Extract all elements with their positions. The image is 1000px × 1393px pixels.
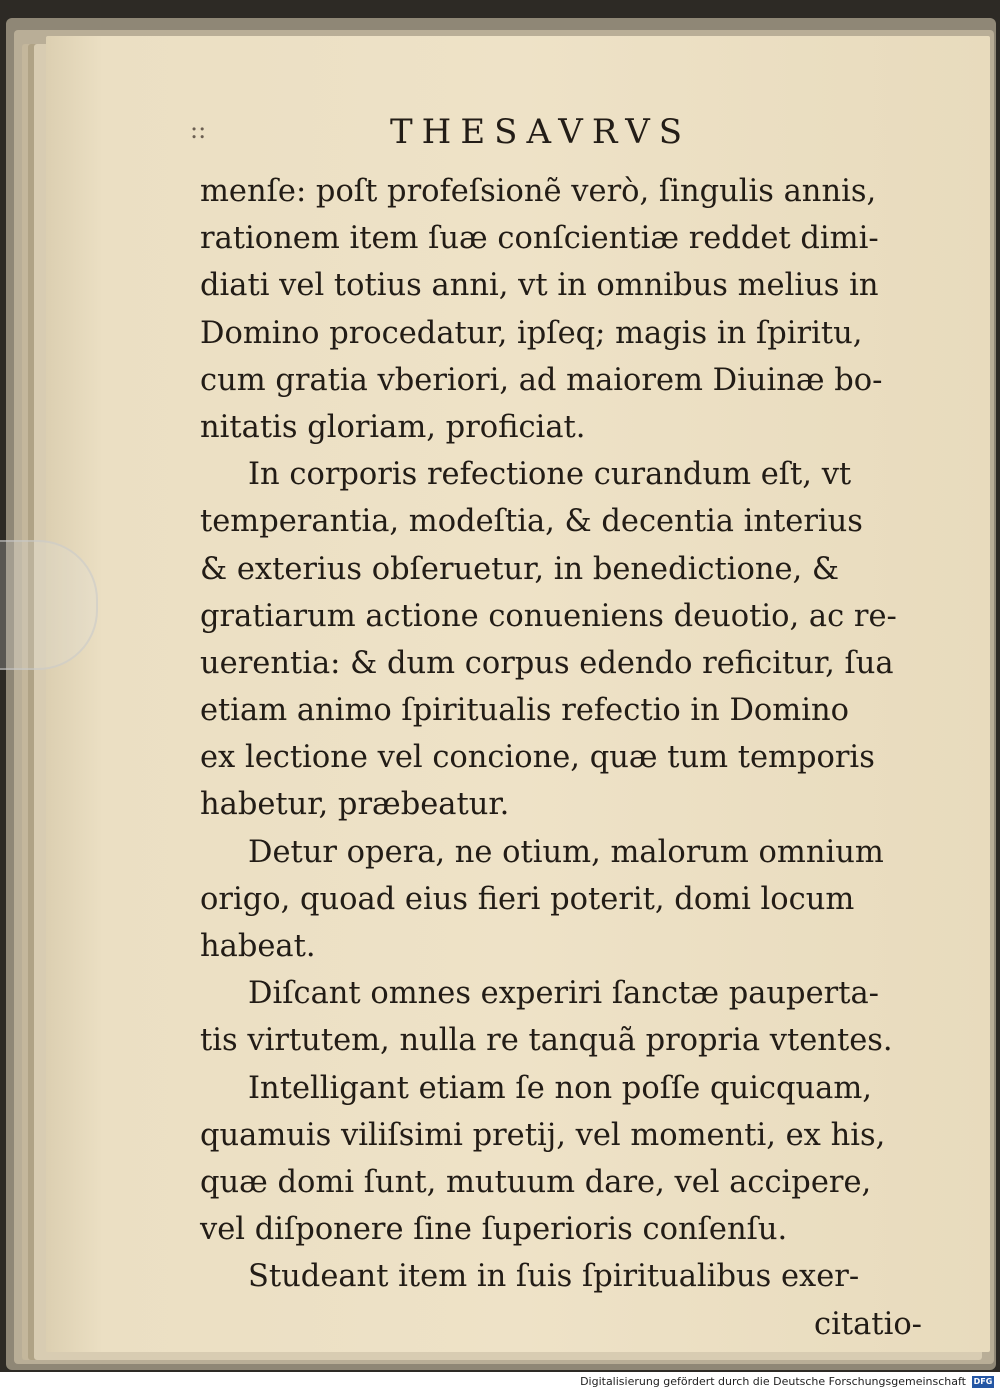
page-marker: ::	[190, 116, 207, 144]
text-line: vel diſponere ſine ſuperioris conſenſu.	[200, 1212, 788, 1248]
text-line: Diſcant omnes experiri ſanctæ pauperta-	[248, 976, 879, 1012]
text-line: Domino procedatur, ipſeq; magis in ſpiritu,	[200, 315, 863, 351]
text-line: etiam animo ſpiritualis refectio in Domino	[200, 693, 849, 729]
text-line: Detur opera, ne otium, malorum omnium	[248, 834, 884, 870]
text-line: habetur, præbeatur.	[200, 787, 510, 823]
dfg-logo: DFG	[973, 1377, 993, 1386]
text-line: menſe: poſt profeſsionẽ verò, ſingulis annis,	[200, 174, 877, 209]
running-title: THESAVRVS	[390, 112, 692, 152]
text-line: habeat.	[200, 929, 316, 964]
text-line: rationem item ſuæ conſcientiæ reddet dimi-	[200, 221, 879, 257]
text-line: diati vel totius anni, vt in omnibus melius in	[200, 268, 879, 304]
text-line: temperantia, modeſtia, & decentia interius	[200, 504, 863, 540]
text-line: cum gratia vberiori, ad maiorem Diuinæ bo-	[200, 362, 883, 398]
text-line: Intelligant etiam ſe non poſſe quicquam,	[248, 1070, 872, 1106]
body-text	[200, 168, 940, 1348]
text-line: ex lectione vel concione, quæ tum temporis	[200, 740, 875, 776]
text-line: uerentia: & dum corpus edendo reficitur, ſua	[200, 645, 894, 681]
text-line: In corporis refectione curandum eſt, vt	[248, 457, 852, 493]
text-line: origo, quoad eius fieri poterit, domi locum	[200, 881, 855, 917]
text-line: quamuis viliſsimi pretij, vel momenti, ex his,	[200, 1117, 886, 1153]
footer-bar	[0, 1372, 1000, 1393]
text-line: gratiarum actione conueniens deuotio, ac re-	[200, 598, 897, 634]
running-header	[190, 112, 950, 158]
text-line: tis virtutem, nulla re tanquã propria vtentes.	[200, 1023, 893, 1059]
text-line: Studeant item in ſuis ſpiritualibus exer-	[248, 1259, 860, 1295]
catchword: citatio-	[814, 1306, 922, 1342]
text-line: nitatis gloriam, proficiat.	[200, 409, 586, 445]
text-line: quæ domi ſunt, mutuum dare, vel accipere,	[200, 1164, 872, 1200]
text-line: & exterius obſeruetur, in benedictione, &	[200, 551, 840, 587]
funding-credit: Digitalisierung gefördert durch die Deutsche Forschungsgemeinschaft	[580, 1375, 966, 1388]
